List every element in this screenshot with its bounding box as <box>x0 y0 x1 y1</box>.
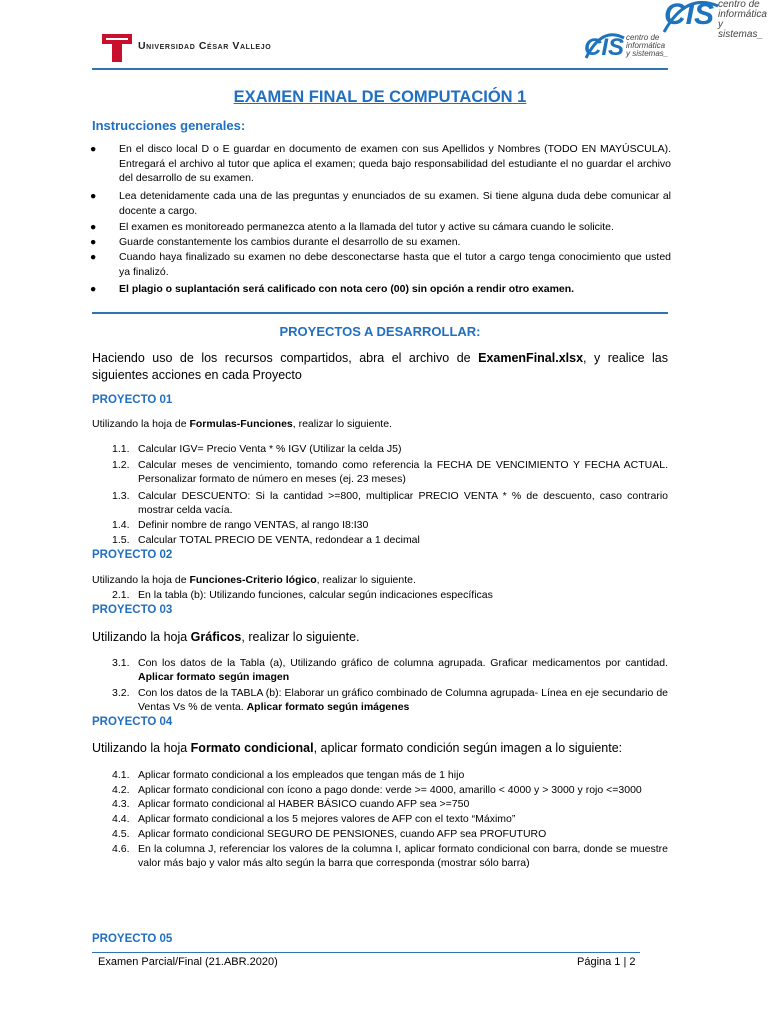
cis-logo-corner <box>660 0 768 40</box>
instructions-heading: Instrucciones generales: <box>92 118 246 133</box>
task-item: 4.2. Aplicar formato condicional con ícono a pago donde: verde >= 4000, amarillo < 4000 y > 3000 y rojo <=3000 <box>112 784 642 796</box>
cis-wordmark: CIS <box>584 34 625 61</box>
project-02-lead: Utilizando la hoja de Funciones-Criterio lógico, realizar lo siguiente. <box>92 574 416 586</box>
cis-subtitle-2: informática <box>626 41 666 50</box>
header-rule <box>92 68 668 70</box>
instruction-item: ● Lea detenidamente cada una de las preguntas y enunciados de su examen. Si tiene alguna duda debe comunicar al docente a cargo. <box>90 190 671 217</box>
cis-subtitle-3: y sistemas_ <box>718 19 764 40</box>
task-item: 3.1. Con los datos de la Tabla (a), Utilizando gráfico de columna agrupada. Graficar medicamentos por cantidad. Aplicar formato según imagen <box>112 657 668 683</box>
task-item: 1.2. Calcular meses de vencimiento, tomando como referencia la FECHA DE VENCIMIENTO Y FECHA ACTUAL. Personalizar formato de número en meses (ej. 23 meses) <box>112 459 668 485</box>
cis-subtitle-1: centro de <box>626 33 660 42</box>
bullet-icon: ● <box>90 221 97 233</box>
project-01-title: PROYECTO 01 <box>92 394 173 406</box>
bullet-icon: ● <box>90 143 97 155</box>
task-item: 3.2. Con los datos de la TABLA (b): Elaborar un gráfico combinado de Columna agrupada- Línea en eje secundario de Ventas Vs % de venta. Aplicar formato según imágenes <box>112 687 668 713</box>
cis-subtitle-2: informática <box>718 9 767 20</box>
bullet-icon: ● <box>90 236 97 248</box>
bullet-icon: ● <box>90 283 97 295</box>
section-rule <box>92 312 668 314</box>
instruction-item: ● El examen es monitoreado permanezca atento a la llamada del tutor y active su cámara cuando le solicite. <box>90 221 614 233</box>
cis-subtitle-1: centro de <box>718 0 760 10</box>
project-05-title: PROYECTO 05 <box>92 933 173 945</box>
project-03-lead: Utilizando la hoja Gráficos, realizar lo siguiente. <box>92 630 360 644</box>
instruction-item: ● Cuando haya finalizado su examen no debe desconectarse hasta que el tutor a cargo tenga conocimiento que usted ya finalizó. <box>90 251 671 278</box>
instruction-item: ● Guarde constantemente los cambios durante el desarrollo de su examen. <box>90 236 461 248</box>
footer-exam-label: Examen Parcial/Final (21.ABR.2020) <box>98 956 278 968</box>
project-02-title: PROYECTO 02 <box>92 549 173 561</box>
task-item: 1.5. Calcular TOTAL PRECIO DE VENTA, redondear a 1 decimal <box>112 534 420 546</box>
instruction-item: ● En el disco local D o E guardar en documento de examen con sus Apellidos y Nombres (TODO EN MAYÚSCULA). Entregará el archivo al tutor que aplica el examen; queda bajo responsabilidad del estudiante el no guardar el archivo del desarrollo de su examen. <box>90 143 671 184</box>
task-item: 4.3. Aplicar formato condicional al HABER BÁSICO cuando AFP sea >=750 <box>112 798 470 810</box>
task-item: 2.1. En la tabla (b): Utilizando funciones, calcular según indicaciones específicas <box>112 589 493 601</box>
task-item: 1.1. Calcular IGV= Precio Venta * % IGV (Utilizar la celda J5) <box>112 443 402 455</box>
footer-page-number: Página 1 | 2 <box>577 956 636 968</box>
task-item: 4.6. En la columna J, referenciar los valores de la columna I, aplicar formato condicional con barra, donde se muestre valor más bajo y valor más alto según la barra que corresponda (mostrar sólo barra) <box>112 843 668 869</box>
task-item: 1.3. Calcular DESCUENTO: Si la cantidad >=800, multiplicar PRECIO VENTA * % de descuento, caso contrario mostrar celda vacía. <box>112 490 668 516</box>
file-name: ExamenFinal.xlsx <box>478 351 584 365</box>
task-item: 1.4. Definir nombre de rango VENTAS, al rango I8:I30 <box>112 519 369 531</box>
project-01-lead: Utilizando la hoja de Formulas-Funciones, realizar lo siguiente. <box>92 418 392 430</box>
project-03-title: PROYECTO 03 <box>92 604 173 616</box>
university-name: Universidad César Vallejo <box>138 40 272 52</box>
instruction-item: ● El plagio o suplantación será calificado con nota cero (00) sin opción a rendir otro examen. <box>90 283 575 295</box>
bullet-icon: ● <box>90 251 97 263</box>
ucv-logo <box>100 30 270 64</box>
task-item: 4.5. Aplicar formato condicional SEGURO DE PENSIONES, cuando AFP sea PROFUTURO <box>112 828 547 840</box>
intro-paragraph: Haciendo uso de los recursos compartidos, abra el archivo de ExamenFinal.xlsx, y realice las siguientes acciones en cada Proyecto <box>92 351 668 382</box>
project-04-lead: Utilizando la hoja Formato condicional, aplicar formato condición según imagen a lo siguiente: <box>92 741 623 755</box>
page-title: EXAMEN FINAL DE COMPUTACIÓN 1 <box>233 88 527 106</box>
project-04-title: PROYECTO 04 <box>92 716 173 728</box>
ucv-shield-icon <box>100 30 134 64</box>
task-item: 4.4. Aplicar formato condicional a los 5 mejores valores de AFP con el texto “Máximo” <box>112 813 516 825</box>
task-item: 4.1. Aplicar formato condicional a los empleados que tengan más de 1 hijo <box>112 769 465 781</box>
projects-heading: PROYECTOS A DESARROLLAR: <box>279 324 481 339</box>
cis-wordmark: CIS <box>664 0 715 31</box>
bullet-icon: ● <box>90 190 97 202</box>
cis-subtitle-3: y sistemas_ <box>626 49 669 58</box>
footer-rule <box>92 952 640 953</box>
